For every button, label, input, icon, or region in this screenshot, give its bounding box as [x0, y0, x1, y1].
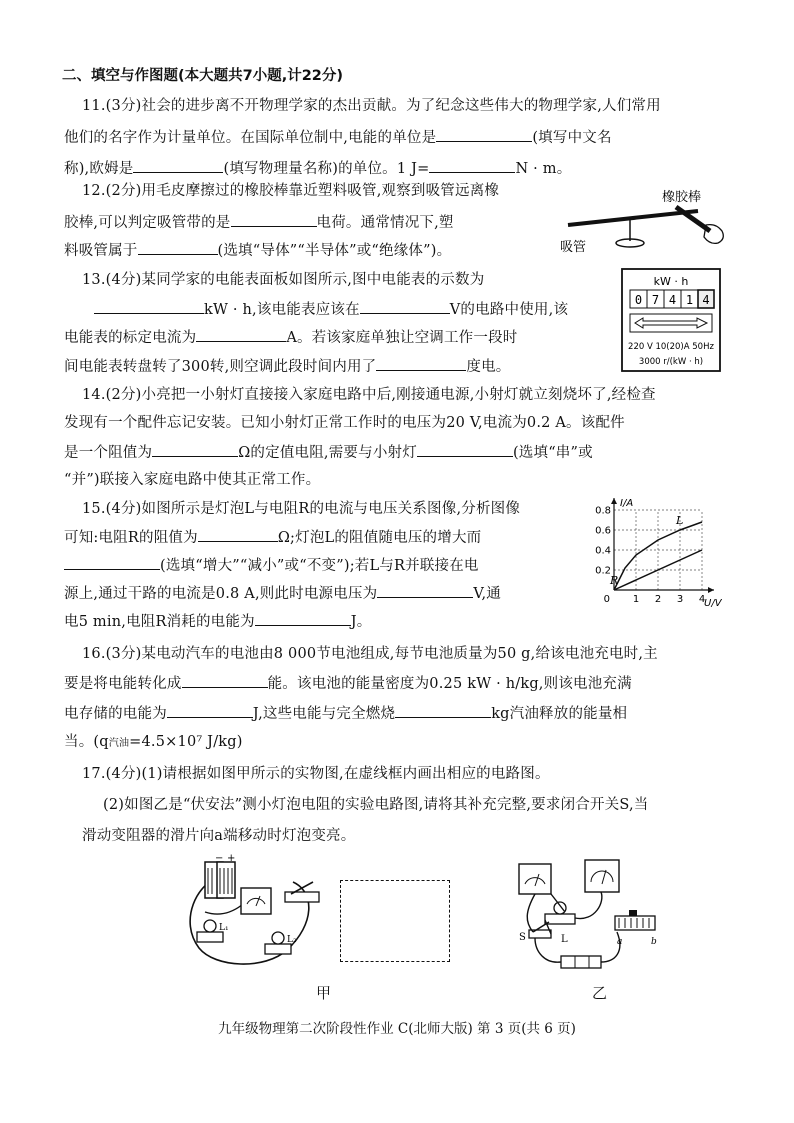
- q13-line2: [64, 299, 568, 320]
- q13-blank-3[interactable]: [196, 327, 286, 342]
- q16-text-3c: kg汽油释放的能量相: [491, 706, 628, 722]
- q13-blank-4[interactable]: [376, 356, 466, 371]
- q12-line1: 12.(2分)用毛皮摩擦过的橡胶棒靠近塑料吸管,观察到吸管远离橡: [82, 183, 500, 199]
- meter-digit-2: 7: [651, 293, 660, 307]
- q15-text-2b: Ω;灯泡L的阻值随电压的增大而: [277, 530, 482, 546]
- q12-blank-1[interactable]: [231, 212, 317, 227]
- ammeter-b-icon: [519, 864, 551, 894]
- q15-text-2a: 可知:电阻R的阻值为: [64, 530, 198, 546]
- q13-line1: 13.(4分)某同学家的电能表面板如图所示,图中电能表的示数为: [82, 272, 485, 288]
- q16-text-3b: J,这些电能与完全燃烧: [252, 706, 396, 722]
- meter-unit: kW · h: [653, 275, 689, 288]
- rubber-rod-figure: [560, 185, 730, 257]
- q16-text-2b: 能。该电池的能量密度为0.25 kW · h/kg,则该电池充满: [267, 676, 632, 692]
- q12-line2: [64, 212, 454, 233]
- q16-text-3a: 电存储的电能为: [64, 706, 167, 722]
- q13-text-3a: 电能表的标定电流为: [64, 330, 197, 346]
- q16-blank-3[interactable]: [395, 703, 491, 718]
- meter-digit-3: 4: [668, 293, 677, 307]
- q14-line1: 14.(2分)小亮把一小射灯直接接入家庭电路中后,刚接通电源,小射灯就立刻烧坏了,经检查: [82, 387, 656, 403]
- q11-line1: 11.(3分)社会的进步离不开物理学家的杰出贡献。为了纪念这些伟大的物理学家,人们常用: [82, 98, 661, 114]
- q15-line4: [64, 583, 501, 604]
- q16-text-4a: 当。(q: [64, 734, 109, 750]
- q16-line1: 16.(3分)某电动汽车的电池由8 000节电池组成,每节电池质量为50 g,给该电池充电时,主: [82, 646, 658, 662]
- rheostat-icon: [615, 910, 655, 930]
- q15-line5: [64, 611, 372, 632]
- label-L2: L₂: [287, 935, 297, 945]
- x-tick-label: 2: [654, 594, 662, 605]
- q15-text-5a: 电5 min,电阻R消耗的电能为: [64, 614, 255, 630]
- q14-line4: “并”)联接入家庭电路中使其正常工作。: [64, 472, 321, 488]
- ammeter-icon: [241, 888, 271, 914]
- q16-text-2a: 要是将电能转化成: [64, 676, 182, 692]
- label-b: b: [651, 937, 657, 947]
- q13-blank-2[interactable]: [360, 299, 450, 314]
- circuit-figure-a: [175, 852, 335, 974]
- q16-blank-2[interactable]: [167, 703, 253, 718]
- q16-line3: [64, 703, 627, 724]
- label-S: S: [519, 932, 526, 943]
- q13-line4: [64, 356, 511, 377]
- q17-line1: 17.(4分)(1)请根据如图甲所示的实物图,在虚线框内画出相应的电路图。: [82, 766, 550, 782]
- x-tick-label: 1: [632, 594, 640, 605]
- section-title: 二、填空与作图题(本大题共7小题,计22分): [62, 68, 344, 84]
- meter-digit-5: 4: [702, 293, 710, 307]
- q15-blank-2[interactable]: [64, 555, 160, 570]
- x-axis-label: U/V: [704, 598, 722, 609]
- q15-line3: [64, 555, 479, 576]
- q13-text-4b: 度电。: [466, 359, 511, 375]
- q13-text-3b: A。若该家庭单独让空调工作一段时: [286, 330, 518, 346]
- q11-line3: [64, 158, 571, 179]
- q15-text-4b: V,通: [473, 586, 502, 602]
- q15-text-5b: J。: [350, 614, 372, 630]
- meter-digit-1: 0: [634, 293, 643, 307]
- q16-line2: [64, 673, 632, 694]
- q11-blank-2[interactable]: [133, 158, 223, 173]
- iv-chart: [592, 494, 722, 616]
- battery-pack-icon: [205, 862, 235, 898]
- label-L: L: [561, 934, 568, 945]
- q13-text-2a: kW · h,该电能表应该在: [204, 302, 360, 318]
- label-L1: L₁: [219, 923, 229, 933]
- origin-label: 0: [603, 594, 610, 605]
- q17-line2: (2)如图乙是“伏安法”测小灯泡电阻的实验电路图,请将其补充完整,要求闭合开关S,当: [103, 797, 649, 813]
- y-axis-label: I/A: [620, 498, 634, 509]
- q12-text-2b: 电荷。通常情况下,塑: [316, 215, 454, 231]
- q11-text-3c: N · m。: [515, 161, 572, 177]
- q15-blank-3[interactable]: [377, 583, 473, 598]
- y-axis-arrow: [611, 498, 617, 504]
- caption-b: 乙: [592, 984, 608, 1002]
- battery-minus: −: [215, 853, 224, 864]
- rod-label: 橡胶棒: [662, 190, 702, 205]
- q13-blank-1[interactable]: [94, 299, 204, 314]
- q12-blank-2[interactable]: [138, 240, 218, 255]
- q11-text-2b: (填写中文名: [532, 130, 612, 146]
- q15-text-4a: 源上,通过干路的电流是0.8 A,则此时电源电压为: [64, 586, 378, 602]
- q14-blank-2[interactable]: [417, 442, 513, 457]
- q12-line3: [64, 240, 451, 261]
- caption-a: 甲: [316, 984, 332, 1002]
- circuit-figure-b: [505, 852, 665, 974]
- meter-constant: 3000 r/(kW · h): [638, 357, 704, 367]
- q14-text-3a: 是一个阻值为: [64, 445, 153, 461]
- q14-line3: [64, 442, 593, 463]
- answer-box-dashed[interactable]: [340, 880, 450, 962]
- q16-line4: [64, 732, 243, 754]
- voltmeter-icon: [585, 860, 619, 892]
- q11-text-2a: 他们的名字作为计量单位。在国际单位制中,电能的单位是: [64, 130, 437, 146]
- q16-subscript: 汽油: [108, 738, 130, 749]
- battery-plus: +: [227, 853, 236, 864]
- battery-b-icon: [561, 956, 601, 968]
- q14-text-3b: Ω的定值电阻,需要与小射灯: [238, 445, 417, 461]
- q11-line2: [64, 127, 612, 148]
- q14-line2: 发现有一个配件忘记安装。已知小射灯正常工作时的电压为20 V,电流为0.2 A。该配件: [64, 415, 625, 431]
- q15-blank-4[interactable]: [255, 611, 351, 626]
- q15-text-3a: (选填“增大”“减小”或“不变”);若L与R并联接在电: [160, 558, 479, 574]
- q11-blank-3[interactable]: [429, 158, 515, 173]
- q16-text-4b: =4.5×10⁷ J/kg): [129, 734, 243, 750]
- x-tick-label: 4: [698, 594, 706, 605]
- x-axis-arrow: [708, 587, 714, 593]
- q16-blank-1[interactable]: [182, 673, 268, 688]
- page-footer: 九年级物理第二次阶段性作业 C(北师大版) 第 3 页(共 6 页): [218, 1021, 576, 1037]
- x-tick-label: 3: [676, 594, 684, 605]
- y-tick-label: 0.6: [595, 525, 611, 537]
- label-a: a: [617, 937, 623, 947]
- q14-blank-1[interactable]: [152, 442, 238, 457]
- q13-text-2b: V的电路中使用,该: [449, 302, 569, 318]
- series-L-label: L: [676, 514, 684, 527]
- q12-text-2a: 胶棒,可以判定吸管带的是: [64, 215, 231, 231]
- q15-line2: [64, 527, 481, 548]
- series-R-label: R: [610, 574, 619, 587]
- q11-text-3b: (填写物理量名称)的单位。1 J=: [223, 161, 430, 177]
- y-tick-label: 0.4: [595, 545, 611, 557]
- q13-text-4a: 间电能表转盘转了300转,则空调此段时间内用了: [64, 359, 377, 375]
- q15-line1: 15.(4分)如图所示是灯泡L与电阻R的电流与电压关系图像,分析图像: [82, 501, 521, 517]
- q14-text-3c: (选填“串”或: [512, 445, 593, 461]
- q13-line3: [64, 327, 517, 348]
- energy-meter-figure: [621, 268, 721, 372]
- meter-rating: 220 V 10(20)A 50Hz: [628, 342, 714, 352]
- switch-icon: [285, 882, 319, 902]
- q11-blank-1[interactable]: [436, 127, 532, 142]
- y-tick-label: 0.2: [595, 565, 611, 577]
- straw-label: 吸管: [560, 240, 587, 255]
- q11-text-3a: 称),欧姆是: [64, 161, 134, 177]
- meter-digit-4: 1: [685, 293, 694, 307]
- q17-line3: 滑动变阻器的滑片向a端移动时灯泡变亮。: [82, 828, 356, 844]
- straw-line: [568, 211, 698, 225]
- q12-text-3b: (选填“导体”“半导体”或“绝缘体”)。: [217, 243, 452, 259]
- y-tick-label: 0.8: [595, 505, 611, 517]
- q15-blank-1[interactable]: [198, 527, 278, 542]
- q12-text-3a: 料吸管属于: [64, 243, 138, 259]
